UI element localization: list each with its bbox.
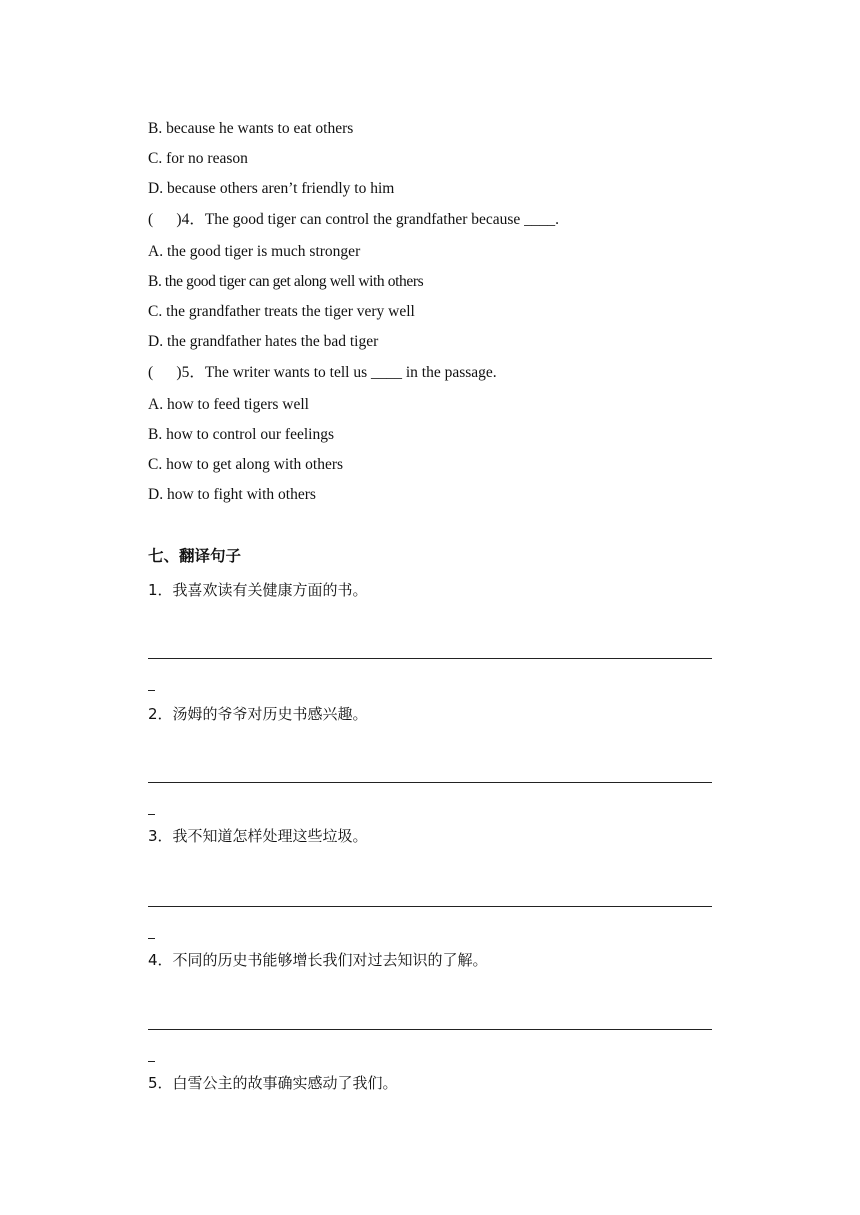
answer-line-2[interactable] xyxy=(148,782,712,783)
q4-option-b: B. the good tiger can get along well with others xyxy=(148,273,424,290)
q3-option-b: B. because he wants to eat others xyxy=(148,120,354,137)
q4-option-d: D. the grandfather hates the bad tiger xyxy=(148,333,379,350)
q5-option-c: C. how to get along with others xyxy=(148,456,344,473)
q3-option-c: C. for no reason xyxy=(148,150,248,167)
answer-line-3[interactable] xyxy=(148,906,712,907)
q4-option-a: A. the good tiger is much stronger xyxy=(148,243,361,260)
answer-line-1-overflow xyxy=(148,690,155,691)
translation-item-5: 5．白雪公主的故事确实感动了我们。 xyxy=(148,1074,398,1092)
answer-line-2-overflow xyxy=(148,814,155,815)
translation-item-3: 3．我不知道怎样处理这些垃圾。 xyxy=(148,827,368,845)
q4-stem: ( )4．The good tiger can control the grandfather because ____. xyxy=(148,211,560,228)
translation-item-2: 2．汤姆的爷爷对历史书感兴趣。 xyxy=(148,705,368,723)
translation-item-4: 4．不同的历史书能够增长我们对过去知识的了解。 xyxy=(148,951,488,969)
answer-line-1[interactable] xyxy=(148,658,712,659)
answer-line-4[interactable] xyxy=(148,1029,712,1030)
q4-option-c: C. the grandfather treats the tiger very well xyxy=(148,303,415,320)
q5-option-b: B. how to control our feelings xyxy=(148,426,334,443)
answer-line-3-overflow xyxy=(148,938,155,939)
answer-line-4-overflow xyxy=(148,1061,155,1062)
q5-option-a: A. how to feed tigers well xyxy=(148,396,309,413)
q5-stem: ( )5．The writer wants to tell us ____ in the passage. xyxy=(148,364,497,381)
q3-option-d: D. because others aren’t friendly to him xyxy=(148,180,395,197)
translation-item-1: 1．我喜欢读有关健康方面的书。 xyxy=(148,581,368,599)
q5-option-d: D. how to fight with others xyxy=(148,486,316,503)
section-heading: 七、翻译句子 xyxy=(148,547,242,565)
